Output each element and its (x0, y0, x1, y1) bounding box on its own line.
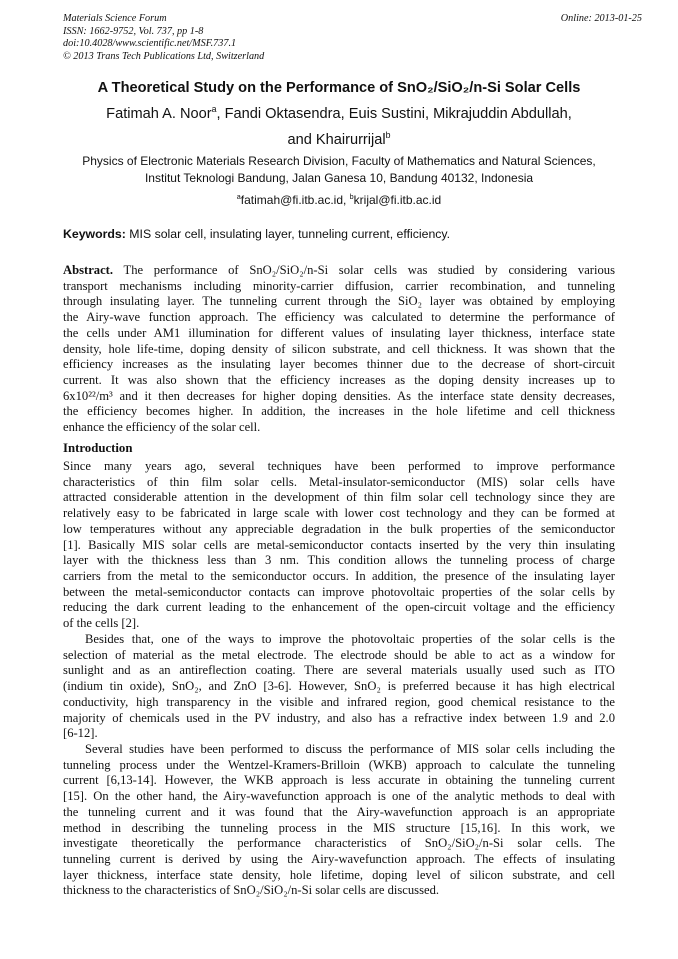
paragraph (63, 742, 615, 899)
paper-title: A Theoretical Study on the Performance of SnO₂/SiO₂/n-Si Solar Cells (97, 80, 581, 96)
text-line: Since many years ago, several techniques have been performed to improve performance (63, 459, 615, 473)
online-date: Online: 2013-01-25 (560, 13, 642, 24)
abstract-line: the Airy-wave function approach. The efficiency was calculated to determine the performance of (63, 310, 615, 325)
affiliation-line: Institut Teknologi Bandung, Jalan Ganesa 10, Bandung 40132, Indonesia (144, 171, 534, 185)
text-line: characteristics of thin film solar cells. Metal-insulator-semiconductor (MIS) solar cells have (63, 474, 615, 489)
keywords-text: MIS solar cell, insulating layer, tunneling current, efficiency. (125, 227, 451, 241)
text-line: relatively easy to be fabricated in large scale with lower cost technology and they can be formed at (63, 506, 615, 521)
text-line: [6-12]. (63, 726, 98, 741)
abstract-text: The performance of SnO₂/SiO₂/n-Si solar cells was studied by considering various (113, 263, 615, 277)
abstract-line: through insulating layer. The tunneling current through the SiO₂ layer was obtained by employing (63, 294, 615, 309)
affiliation-line: Physics of Electronic Materials Research Division, Faculty of Mathematics and Natural Sciences, (82, 154, 596, 168)
abstract-line: current. It was also shown that the efficiency increases as the doping density increases up to (63, 373, 615, 388)
author-name: and Khairurrijal (287, 132, 386, 148)
text-line: the tunneling current and it was found that the Airy-wavefunction approach is an appropriate (63, 804, 615, 819)
abstract-line: density, hole life-time, doping density of silicon substrate, and cell thickness. It was shown that the (63, 341, 615, 356)
affiliation (0, 153, 678, 187)
section-heading-introduction: Introduction (63, 441, 133, 455)
text-line: [1]. Basically MIS solar cells are metal-semiconductor contacts inserted by the very thin insulating (63, 537, 615, 552)
text-line: majority of chemicals used in the PV industry, and also has a refractive index between 1.9 and 2.0 (63, 710, 615, 725)
text-line: sunlight and as an antireflection coating. There are several materials usually used such as ITO (63, 663, 615, 678)
author-names: , Fandi Oktasendra, Euis Sustini, Mikrajuddin Abdullah, (216, 106, 572, 122)
abstract-line: the efficiency becomes higher. In addition, the increases in the hole lifetime and cell thickness (63, 404, 615, 419)
author-name: Fatimah A. Noor (106, 106, 212, 122)
abstract-line: the cells under AM1 illumination for different values of insulating layer thickness, interface state (63, 325, 615, 340)
text-line: carriers from the metal to the semiconductor occurs. In addition, the presence of the insulating layer (63, 569, 615, 584)
text-line: layer with the thickness less than 3 nm. This condition allows the tunneling process of charge (63, 553, 615, 568)
affil-mark: b (385, 130, 391, 141)
text-line: tunneling process under the Wentzel-Kramers-Brilloin (WKB) approach to calculate the tunneling (63, 757, 615, 772)
abstract-line: efficiency increases as the insulating layer becomes thinner due to the decrease of short-circuit (63, 357, 615, 372)
affil-mark: b (349, 192, 354, 201)
text-line: selection of material as the metal electrode. The electrode should be able to act as a window for (63, 647, 615, 662)
email-b: krijal@fi.itb.ac.id (353, 193, 442, 207)
issn-line: ISSN: 1662-9752, Vol. 737, pp 1-8 (63, 25, 204, 37)
abstract-line: enhance the efficiency of the solar cell. (63, 420, 261, 435)
paragraph (63, 459, 615, 632)
text-line: low temperatures without any appreciable degradation in the bulk properties of the semiconductor (63, 521, 615, 536)
email-a: fatimah@fi.itb.ac.id, (240, 193, 350, 207)
text-line: investigate theoretically the performance characteristics of SnO₂/SiO₂/n-Si solar cells. The (63, 836, 615, 851)
journal-header (63, 13, 264, 63)
authors (0, 101, 678, 153)
text-line: tunneling current is derived by using the Airy-wavefunction approach. The effects of insulating (63, 851, 615, 866)
text-line: [15]. On the other hand, the Airy-wavefunction approach is one of the analytic methods to deal with (63, 789, 615, 804)
affil-mark: a (211, 104, 217, 115)
paragraph (63, 632, 615, 742)
keywords-label: Keywords: (63, 227, 126, 241)
abstract-line: transport mechanisms including minority-carrier diffusion, carrier recombination, and tunneling (63, 278, 615, 293)
text-line: thickness to the characteristics of SnO₂/SiO₂/n-Si solar cells are discussed. (63, 883, 440, 898)
text-line: current [6,13-14]. However, the WKB approach is less accurate in obtaining the tunneling current (63, 773, 615, 788)
text-line: conductivity, high transparency in the visible and infrared region, good chemical resistance to the (63, 694, 615, 709)
abstract-line: 6x10²²/m³ and it then decreases for higher doping densities. As the interface state density decreases, (63, 388, 615, 403)
text-line: reducing the dark current leading to the enhancement of the open-circuit voltage and the efficiency (63, 600, 615, 615)
text-line: between the metal-semiconductor contacts can improve photovoltaic properties of the solar cells by (63, 584, 615, 599)
introduction-body (63, 459, 615, 899)
abstract-line (63, 263, 615, 279)
text-line: Besides that, one of the ways to improve the photovoltaic properties of the solar cells is the (85, 631, 615, 646)
text-line: attracted considerable attention in the development of thin film solar cell technology since they are (63, 490, 615, 505)
text-line: Several studies have been performed to discuss the performance of MIS solar cells including the (85, 741, 615, 756)
copyright-line: © 2013 Trans Tech Publications Ltd, Switzerland (63, 50, 265, 62)
text-line: method in describing the tunneling process in the MIS structure [15,16]. In this work, we (63, 820, 615, 835)
keywords (63, 227, 450, 242)
text-line: layer thickness, interface state density, hole lifetime, doping level of silicon substrate, and cell (63, 867, 615, 882)
abstract-label: Abstract. (63, 263, 114, 277)
journal-name: Materials Science Forum (63, 13, 167, 24)
emails (0, 193, 678, 208)
text-line: (indium tin oxide), SnO₂, and ZnO [3-6]. However, SnO₂ is preferred because it has high electrical (63, 679, 615, 694)
text-line: of the cells [2]. (63, 616, 140, 631)
abstract (63, 263, 615, 436)
doi-line: doi:10.4028/www.scientific.net/MSF.737.1 (63, 38, 237, 50)
affil-mark: a (236, 192, 241, 201)
